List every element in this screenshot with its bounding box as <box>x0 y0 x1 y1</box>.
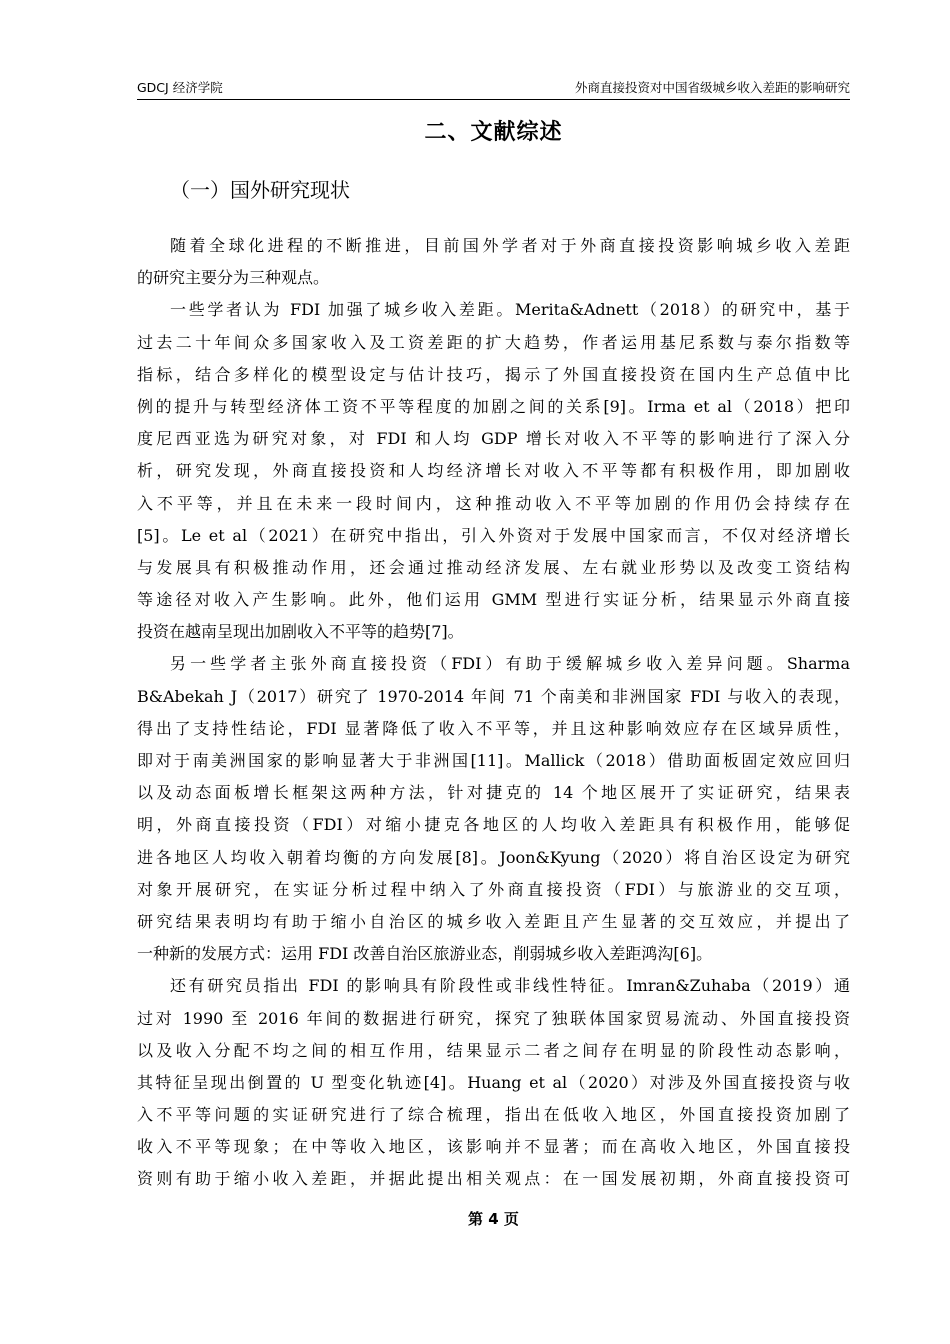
text-line: 对象开展研究，在实证分析过程中纳入了外商直接投资（FDI）与旅游业的交互项， <box>137 879 850 899</box>
text-line: 过对 1990 至 2016 年间的数据进行研究，探究了独联体国家贸易流动、外国直接投资 <box>137 1008 850 1028</box>
text-line: 的研究主要分为三种观点。 <box>137 268 330 288</box>
text-line: 等途径对收入产生影响。此外，他们运用 GMM 型进行实证分析，结果显示外商直接 <box>137 590 850 610</box>
text-line: 明，外商直接投资（FDI）对缩小捷克各地区的人均收入差距具有积极作用，能够促 <box>137 815 850 835</box>
text-line: 得出了支持性结论，FDI 显著降低了收入不平等，并且这种影响效应存在区域异质性， <box>137 718 850 738</box>
text-line: 度尼西亚选为研究对象，对 FDI 和人均 GDP 增长对收入不平等的影响进行了深入分 <box>137 429 850 449</box>
text-line: 一种新的发展方式：运用 FDI 改善自治区旅游业态，削弱城乡收入差距鸿沟[6]。 <box>137 944 713 964</box>
text-line: 投资在越南呈现出加剧收入不平等的趋势[7]。 <box>137 622 464 642</box>
text-line: B&Abekah J（2017）研究了 1970-2014 年间 71 个南美和非洲国家 FDI 与收入的表现， <box>137 686 850 706</box>
page-number: 第 4 页 <box>468 1210 519 1228</box>
text-line: 与发展具有积极推动作用，还会通过推动经济发展、左右就业形势以及改变工资结构 <box>137 557 850 577</box>
text-line: 随着全球化进程的不断推进，目前国外学者对于外商直接投资影响城乡收入差距 <box>170 236 850 255</box>
text-line: 入不平等，并且在未来一段时间内，这种推动收入不平等加剧的作用仍会持续存在 <box>137 493 850 513</box>
header-left-text: GDCJ 经济学院 <box>137 80 223 95</box>
text-line: [5]。Le et al（2021）在研究中指出，引入外资对于发展中国家而言，不仅对经济增长 <box>137 525 850 545</box>
section-title: 二、文献综述 <box>424 120 563 145</box>
text-line: 指标，结合多样化的模型设定与估计技巧，揭示了外国直接投资在国内生产总值中比 <box>137 364 850 384</box>
text-line: 一些学者认为 FDI 加强了城乡收入差距。Merita&Adnett（2018）的研究中，基于 <box>170 300 850 320</box>
text-line: 研究结果表明均有助于缩小自治区的城乡收入差距且产生显著的交互效应，并提出了 <box>137 911 850 931</box>
text-line: 入不平等问题的实证研究进行了综合梳理，指出在低收入地区，外国直接投资加剧了 <box>137 1105 850 1125</box>
text-line: 其特征呈现出倒置的 U 型变化轨迹[4]。Huang et al（2020）对涉及外国直接投资与收 <box>137 1072 850 1092</box>
text-line: 资则有助于缩小收入差距，并据此提出相关观点：在一国发展初期，外商直接投资可 <box>137 1169 850 1189</box>
text-line: 过去二十年间众多国家收入及工资差距的扩大趋势，作者运用基尼系数与泰尔指数等 <box>137 332 850 352</box>
header-rule <box>137 99 850 100</box>
text-line: 即对于南美洲国家的影响显著大于非洲国[11]。Mallick（2018）借助面板固定效应回归 <box>137 751 850 770</box>
text-line: 进各地区人均收入朝着均衡的方向发展[8]。Joon&Kyung（2020）将自治区设定为研究 <box>137 847 850 867</box>
page-header <box>137 78 850 98</box>
header-right-text: 外商直接投资对中国省级城乡收入差距的影响研究 <box>574 80 850 95</box>
text-line: 析，研究发现，外商直接投资和人均经济增长对收入不平等都有积极作用，即加剧收 <box>137 461 850 481</box>
body-text <box>137 230 850 1196</box>
subsection-title: （一）国外研究现状 <box>170 178 350 202</box>
text-line: 另一些学者主张外商直接投资（FDI）有助于缓解城乡收入差异问题。Sharma <box>170 654 850 674</box>
text-line: 还有研究员指出 FDI 的影响具有阶段性或非线性特征。Imran&Zuhaba（2019）通 <box>170 976 850 996</box>
text-line: 以及收入分配不均之间的相互作用，结果显示二者之间存在明显的阶段性动态影响， <box>137 1040 850 1060</box>
text-line: 以及动态面板增长框架这两种方法，针对捷克的 14 个地区展开了实证研究，结果表 <box>137 783 850 803</box>
text-line: 收入不平等现象；在中等收入地区，该影响并不显著；而在高收入地区，外国直接投 <box>137 1137 850 1157</box>
text-line: 例的提升与转型经济体工资不平等程度的加剧之间的关系[9]。Irma et al（2018）把印 <box>137 396 850 416</box>
